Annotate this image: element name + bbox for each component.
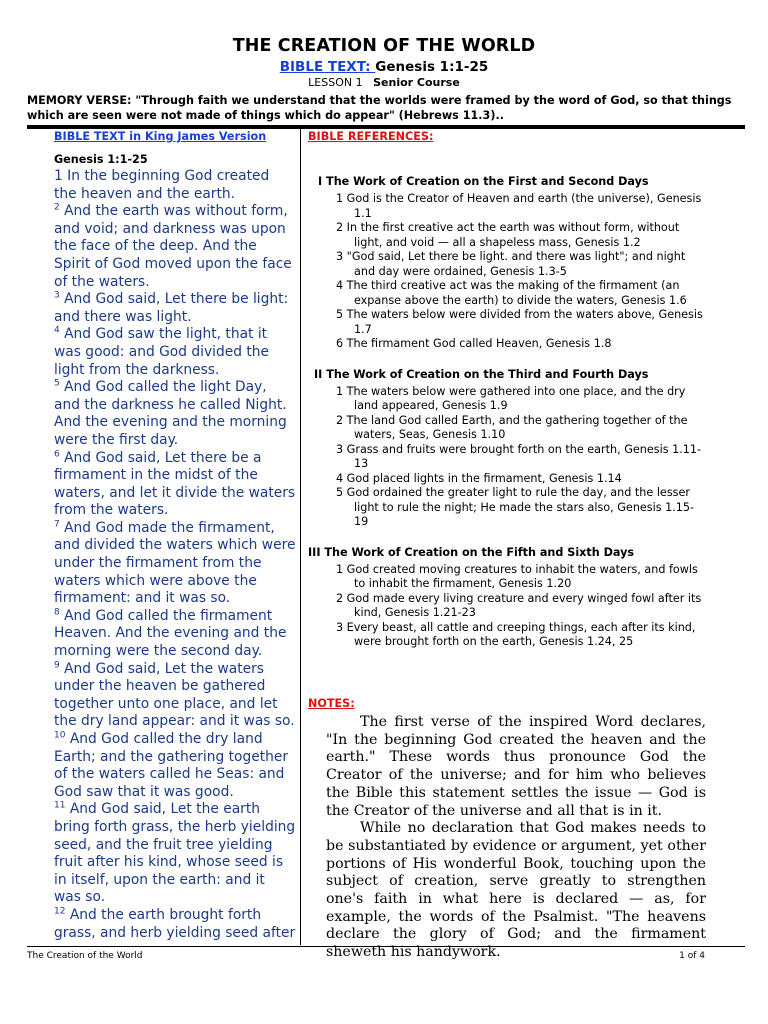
verse-text: And the earth was without form, and void; and darkness was upon the face of the deep. And the Spirit of God moved upon the face of the waters. [54,203,292,290]
passage: Genesis 1:1-25 [375,59,489,75]
page-title: THE CREATION OF THE WORLD [232,36,536,56]
lesson-line [0,76,768,90]
reference-item: 3 Every beast, all cattle and creeping things, each after its kind, were brought forth on the earth, Genesis 1.24, 25 [336,620,696,648]
verse [54,661,296,731]
verse-number: 8 [54,607,60,618]
subtitle [0,58,768,76]
memory-verse: MEMORY VERSE: "Through faith we understand that the worlds were framed by the word of God, so that things which are seen were not made of things which do appear" (Hebrews 11.3).. [27,94,732,122]
bible-text-heading[interactable]: BIBLE TEXT in King James Version [54,130,267,143]
verse-number: 10 [54,730,66,741]
verse [54,520,296,608]
verse-text: And God made the firmament, and divided the waters which were under the firmament from the waters which were above the firmament: and it was so. [54,519,296,607]
verse [54,168,296,203]
reference-item: 6 The firmament God called Heaven, Genesis 1.8 [336,337,612,350]
verse-number: 7 [54,519,60,530]
verse [54,291,296,326]
reference-item: 2 God made every living creature and every winged fowl after its kind, Genesis 1.21-23 [336,591,702,619]
reference-item: 3 "God said, Let there be light. and there was light"; and night and day were ordained, Genesis 1.3-5 [336,250,686,278]
verse [54,907,296,942]
notes-paragraph: While no declaration that God makes needs to be substantiated by evidence or argument, yet other portions of His wonderful Book, touching upon the subject of creation, serve greatly to strengthen one's faith in what here is declared — as, for example, the words of the Psalmist. "The heavens declare the glory of God; and the firmament sheweth his handywork. [326,820,706,961]
verse-text: And God said, Let there be light: and there was light. [54,291,289,325]
verse [54,450,296,520]
verse-number: 11 [54,800,66,811]
colon: : [365,59,376,75]
verse-number: 9 [54,660,60,671]
page-header [0,36,768,90]
verse-number: 12 [54,906,66,917]
reference-item: 1 God created moving creatures to inhabit the waters, and fowls to inhabit the firmament, Genesis 1.20 [336,562,698,590]
bible-references-heading: BIBLE REFERENCES: [308,130,434,143]
reference-item: 3 Grass and fruits were brought forth on the earth, Genesis 1.11-13 [336,442,702,470]
verse [54,379,296,449]
lesson-number: LESSON 1 [308,76,363,89]
section-heading: II The Work of Creation on the Third and Fourth Days [314,367,649,381]
course-level: Senior Course [373,76,460,89]
footer-title: The Creation of the World [27,951,143,961]
verse-text: And God said, Let the earth bring forth grass, the herb yielding seed, and the fruit tree yielding fruit after his kind, whose seed is in itself, upon the earth: and it was so. [54,801,296,906]
column-divider [300,129,301,945]
reference-item: 4 The third creative act was the making of the firmament (an expanse above the earth) to divide the waters, Genesis 1.6 [336,279,687,307]
scripture-reference: Genesis 1:1-25 [54,153,148,166]
verse-text: And God said, Let the waters under the heaven be gathered together unto one place, and let the dry land appear: and it was so. [54,660,295,730]
reference-item: 5 The waters below were divided from the waters above, Genesis 1.7 [336,308,703,336]
verse-text: And God called the firmament Heaven. And the evening and the morning were the second day. [54,607,287,660]
section-heading: III The Work of Creation on the Fifth and Sixth Days [308,545,635,559]
verse-number: 2 [54,202,60,213]
verse-text: 1 In the beginning God created the heaven and the earth. [54,168,270,202]
notes-body [326,714,706,962]
verse [54,608,296,661]
reference-item: 2 In the first creative act the earth was without form, without light, and void — all a shapeless mass, Genesis 1.2 [336,221,680,249]
section-heading: I The Work of Creation on the First and Second Days [318,175,649,188]
bible-text-column [54,129,296,942]
bible-text-link[interactable]: BIBLE TEXT [279,59,366,75]
verse-number: 3 [54,290,60,301]
verse [54,203,296,291]
verse-number: 4 [54,325,60,336]
verse-text: And God saw the light, that it was good: and God divided the light from the darkness. [54,326,269,378]
verse [54,731,296,801]
verse [54,801,296,907]
page-footer [27,950,745,962]
reference-sections [308,175,706,650]
verse-number: 6 [54,448,60,459]
notes-paragraph: The first verse of the inspired Word declares, "In the beginning God created the heaven and the earth." These words thus pronounce God the Creator of the universe; and for him who believes the Bible this statement settles the issue — God is the Creator of the universe and all that is in it. [326,714,706,819]
reference-item: 4 God placed lights in the firmament, Genesis 1.14 [336,471,622,485]
reference-item: 5 God ordained the greater light to rule the day, and the lesser light to rule the night; He made the stars also, Genesis 1.15-19 [336,486,695,528]
verse-text: And God called the dry land Earth; and the gathering together of the waters called he Seas: and God saw that it was good. [54,731,289,800]
verse-number: 5 [54,378,60,389]
references-column [308,129,706,650]
verse [54,326,296,379]
verse-text: And the earth brought forth grass, and herb yielding seed after [54,906,296,941]
verse-text: And God called the light Day, and the darkness he called Night. And the evening and the morning were the first day. [54,379,287,448]
reference-item: 1 God is the Creator of Heaven and earth (the universe), Genesis 1.1 [336,192,702,220]
page-number: 1 of 4 [679,951,705,961]
verses [54,168,296,942]
notes-heading: NOTES: [308,697,355,710]
reference-item: 1 The waters below were gathered into one place, and the dry land appeared, Genesis 1.9 [336,384,686,412]
verse-text: And God said, Let there be a firmament in the midst of the waters, and let it divide the waters from the waters. [54,449,296,519]
reference-item: 2 The land God called Earth, and the gathering together of the waters, Seas, Genesis 1.10 [336,413,688,441]
